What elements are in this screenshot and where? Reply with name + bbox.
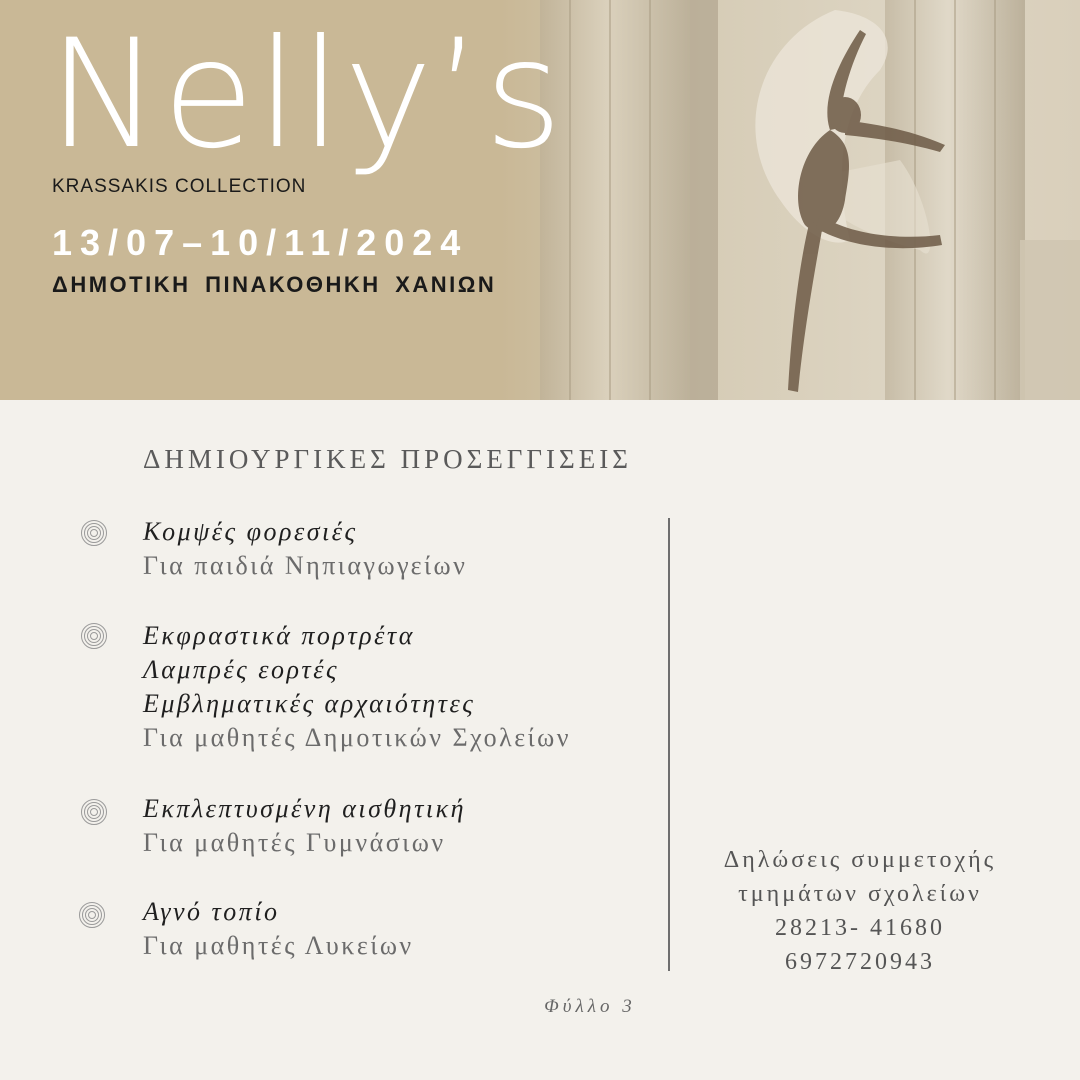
approach-title: Εκπλεπτυσμένη αισθητική — [143, 794, 466, 823]
exhibition-dates: 13/07–10/11/2024 — [52, 222, 469, 263]
approach-title: Αγνό τοπίο — [143, 897, 280, 926]
dancer-photo — [500, 0, 1080, 400]
phone-number: 28213- 41680 — [775, 915, 945, 941]
concentric-circle-icon — [80, 519, 108, 547]
dancer-photo-illustration — [500, 0, 1080, 400]
collection-subtitle: KRASSAKIS COLLECTION — [52, 176, 307, 197]
vertical-divider — [668, 518, 670, 971]
contact-line: τμημάτων σχολείων — [738, 881, 982, 907]
contact-line: Δηλώσεις συμμετοχής — [723, 847, 997, 873]
approach-title: Εκφραστικά πορτρέτα — [143, 621, 415, 650]
approach-audience: Για μαθητές Λυκείων — [143, 931, 414, 960]
approach-audience: Για μαθητές Γυμνάσιων — [143, 828, 446, 857]
phone-number: 6972720943 — [785, 949, 935, 975]
exhibition-venue: ΔΗΜΟΤΙΚΗ ΠΙΝΑΚΟΘΗΚΗ ΧΑΝΙΩΝ — [52, 272, 497, 297]
approach-title: Κομψές φορεσιές — [143, 517, 358, 546]
contact-block — [690, 843, 1030, 979]
concentric-circle-icon — [80, 622, 108, 650]
exhibition-logo: Nelly’s — [48, 8, 565, 182]
approach-title: Εμβληματικές αρχαιότητες — [143, 689, 476, 718]
section-title: ΔΗΜΙΟΥΡΓΙΚΕΣ ΠΡΟΣΕΓΓΙΣΕΙΣ — [143, 444, 632, 474]
exhibition-banner — [0, 0, 1080, 400]
concentric-circle-icon — [78, 901, 106, 929]
approach-audience: Για παιδιά Νηπιαγωγείων — [143, 551, 468, 580]
concentric-circle-icon — [80, 798, 108, 826]
approach-title: Λαμπρές εορτές — [143, 655, 340, 684]
sheet-label: Φύλλο 3 — [544, 996, 636, 1017]
approach-audience: Για μαθητές Δημοτικών Σχολείων — [143, 723, 572, 752]
